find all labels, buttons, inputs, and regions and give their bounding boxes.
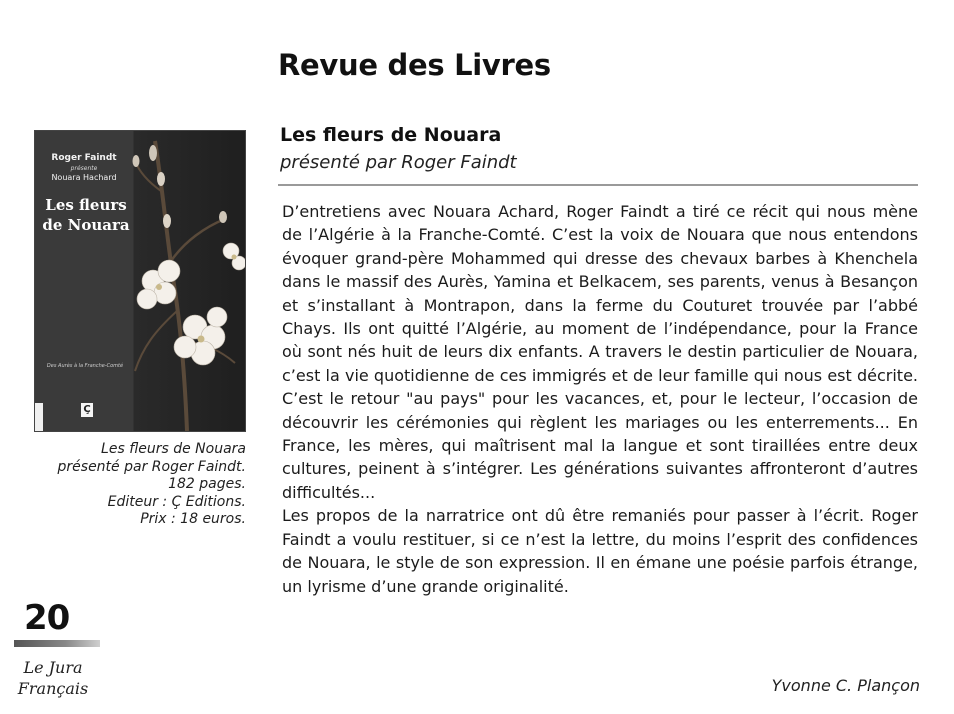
book-caption xyxy=(30,441,246,529)
article-subtitle: présenté par Roger Faindt xyxy=(280,152,517,173)
cover-title-line: de Nouara xyxy=(42,216,130,234)
caption-line: 182 pages. xyxy=(168,476,246,492)
page-title: Revue des Livres xyxy=(278,48,551,82)
magazine-name xyxy=(8,657,98,699)
magazine-name-line: Le Jura xyxy=(23,658,83,677)
publisher-logo: Ç xyxy=(81,403,93,417)
caption-line: Editeur : Ç Editions. xyxy=(107,493,246,510)
article-title: Les fleurs de Nouara xyxy=(280,124,502,146)
cover-title xyxy=(39,195,133,235)
caption-line: Les fleurs de Nouara xyxy=(101,441,246,457)
cover-edge-strip xyxy=(35,403,43,431)
article-signature: Yvonne C. Plançon xyxy=(771,676,920,695)
cover-presente: présente xyxy=(70,165,98,172)
article-paragraph: Les propos de la narratrice ont dû être remaniés pour passer à l’écrit. Roger Faindt a voulu restituer, si ce n’est la lettre, du moins l’esprit des confidences de Nouara, le style de son expression. Il en émane une poésie parfois étrange, un lyrisme d’une grande originalité. xyxy=(282,506,918,596)
magazine-name-line: Français xyxy=(17,679,89,698)
cover-coauthor: Nouara Hachard xyxy=(51,173,117,182)
cover-title-line: Les fleurs xyxy=(45,196,127,214)
book-cover-image xyxy=(34,130,246,432)
title-divider xyxy=(278,184,918,186)
cover-author: Roger Faindt xyxy=(51,153,117,163)
article-body xyxy=(282,200,918,598)
article-paragraph: D’entretiens avec Nouara Achard, Roger Faindt a tiré ce récit qui nous mène de l’Algérie à la Franche-Comté. C’est la voix de Nouara que nous entendons évoquer grand-père Mohammed qui dresse des chevaux barbes à Khenchela dans le massif des Aurès, Yamina et Belkacem, ses parents, venus à Besançon et s’installant à Montrapon, dans la ferme du Couturet trouvée par l’abbé Chays. Ils ont quitté l’Algérie, au moment de l’indépendance, pour la France où sont nés huit de leurs dix enfants. A travers le destin particulier de Nouara, c’est la vie quotidienne de ces immigrés et de leur famille qui nous est décrite. C’est le retour "au pays" pour les vacances, et, pour le lecteur, l’occasion de découvrir les cérémonies qui règlent les mariages ou les enterrements... En France, les mères, qui maîtrisent mal la langue et sont tiraillées entre deux cultures, peinent à s’intégrer. Les générations suivantes affronteront d’autres difficultés... xyxy=(282,202,918,502)
cover-series: Des Aurès à la Franche-Comté xyxy=(46,363,124,369)
page-number-bar xyxy=(14,640,100,647)
caption-line: présenté par Roger Faindt. xyxy=(57,458,246,475)
caption-line: Prix : 18 euros. xyxy=(140,511,246,527)
page-number: 20 xyxy=(24,598,70,638)
